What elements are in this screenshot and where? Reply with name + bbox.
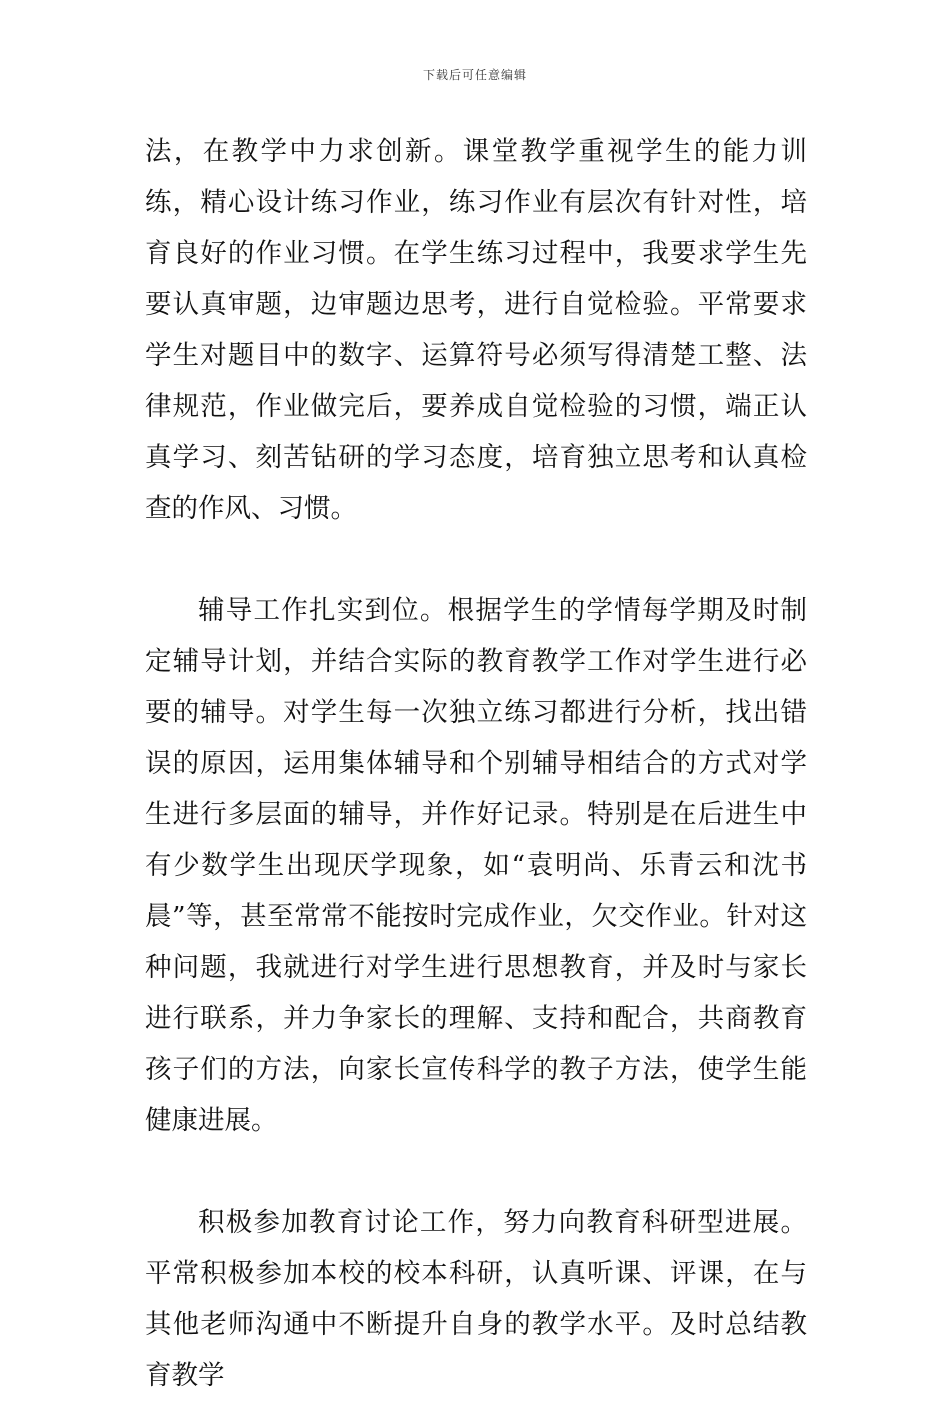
paragraph-education-research: 积极参加教育讨论工作，努力向教育科研型进展。平常积极参加本校的校本科研，认真听课、评课，在与其他老师沟通中不断提升自身的教学水平。及时总结教育教学 [145, 1207, 807, 1391]
paragraph-tutoring-work: 辅导工作扎实到位。根据学生的学情每学期及时制定辅导计划，并结合实际的教育教学工作对学生进行必要的辅导。对学生每一次独立练习都进行分析，找出错误的原因，运用集体辅导和个别辅导相结合的方式对学生进行多层面的辅导，并作好记录。特别是在后进生中有少数学生出现厌学现象，如“袁明尚、乐青云和沈书晨”等，甚至常常不能按时完成作业，欠交作业。针对这种问题，我就进行对学生进行思想教育，并及时与家长进行联系，并力争家长的理解、支持和配合，共商教育孩子们的方法，向家长宣传科学的教子方法，使学生能健康进展。 [145, 595, 807, 1136]
document-body [145, 126, 807, 1401]
paragraph-spacer [145, 1146, 807, 1197]
paragraph-spacer [145, 534, 807, 585]
page-header-note: 下载后可任意编辑 [422, 68, 527, 82]
paragraph-continuation: 法，在教学中力求创新。课堂教学重视学生的能力训练，精心设计练习作业，练习作业有层次有针对性，培育良好的作业习惯。在学生练习过程中，我要求学生先要认真审题，边审题边思考，进行自觉检验。平常要求学生对题目中的数字、运算符号必须写得清楚工整、法律规范，作业做完后，要养成自觉检验的习惯，端正认真学习、刻苦钻研的学习态度，培育独立思考和认真检查的作风、习惯。 [145, 136, 807, 524]
